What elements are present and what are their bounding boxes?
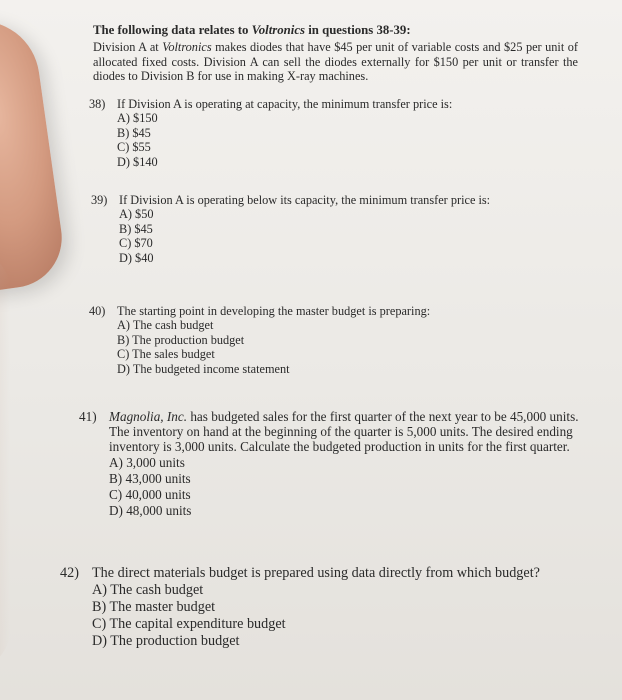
choice-d[interactable]: D) $40 — [119, 251, 154, 266]
question-41 — [79, 409, 589, 519]
choice-d[interactable]: D) 48,000 units — [109, 502, 192, 518]
choice-a[interactable]: A) $50 — [119, 207, 154, 222]
question-text: If Division A is operating at capacity, the minimum transfer price is: — [117, 97, 453, 111]
choice-c[interactable]: C) The sales budget — [117, 347, 215, 362]
answer-choices — [117, 111, 559, 169]
question-38 — [89, 97, 559, 170]
choice-d[interactable]: D) $140 — [117, 155, 158, 170]
answer-choices — [119, 207, 571, 265]
question-39 — [91, 193, 571, 266]
choice-a[interactable]: A) $150 — [117, 111, 158, 126]
choice-b[interactable]: B) The production budget — [117, 332, 245, 347]
choice-a[interactable]: A) The cash budget — [117, 318, 214, 333]
question-40 — [89, 304, 569, 377]
header-paragraph: Division A at Voltronics makes diodes that have $45 per unit of variable costs and $25 per unit of allocated fixed costs. Division A can sell the diodes externally for $150 per unit or transfer the diodes to Division B for use in making X-ray machines. — [93, 40, 578, 83]
choice-c[interactable]: C) $70 — [119, 236, 153, 251]
question-text: Magnolia, Inc. has budgeted sales for the first quarter of the next year to be 45,000 units. The inventory on hand at the beginning of the quarter is 5,000 units. The desired ending inventory is 3,000 units. Calculate the budgeted production in units for the first quarter. — [109, 409, 579, 455]
header-section — [93, 23, 578, 83]
question-text: If Division A is operating below its capacity, the minimum transfer price is: — [119, 193, 491, 207]
company-name: Magnolia, Inc. — [109, 409, 188, 424]
question-text: The direct materials budget is prepared using data directly from which budget? — [92, 565, 540, 581]
choice-c[interactable]: C) 40,000 units — [109, 486, 191, 502]
choice-c[interactable]: C) The capital expenditure budget — [92, 616, 286, 632]
question-text: The starting point in developing the master budget is preparing: — [117, 304, 431, 318]
answer-choices — [117, 318, 569, 376]
choice-b[interactable]: B) 43,000 units — [109, 470, 191, 486]
choice-c[interactable]: C) $55 — [117, 140, 151, 155]
answer-choices — [92, 582, 580, 651]
choice-b[interactable]: B) $45 — [119, 221, 153, 236]
question-number: 39) — [91, 193, 108, 207]
choice-d[interactable]: D) The budgeted income statement — [117, 362, 290, 377]
question-number: 38) — [89, 97, 106, 111]
question-number: 40) — [89, 304, 106, 318]
choice-a[interactable]: A) The cash budget — [92, 581, 204, 598]
header-title: The following data relates to Voltronics in questions 38-39: — [93, 23, 411, 37]
answer-choices — [109, 455, 589, 519]
finger-shadow — [0, 250, 10, 670]
choice-b[interactable]: B) The master budget — [92, 598, 216, 615]
choice-b[interactable]: B) $45 — [117, 125, 151, 140]
choice-d[interactable]: D) The production budget — [92, 633, 240, 650]
choice-a[interactable]: A) 3,000 units — [109, 454, 185, 470]
question-42 — [60, 565, 580, 650]
question-number: 41) — [79, 409, 97, 424]
question-number: 42) — [60, 565, 79, 581]
